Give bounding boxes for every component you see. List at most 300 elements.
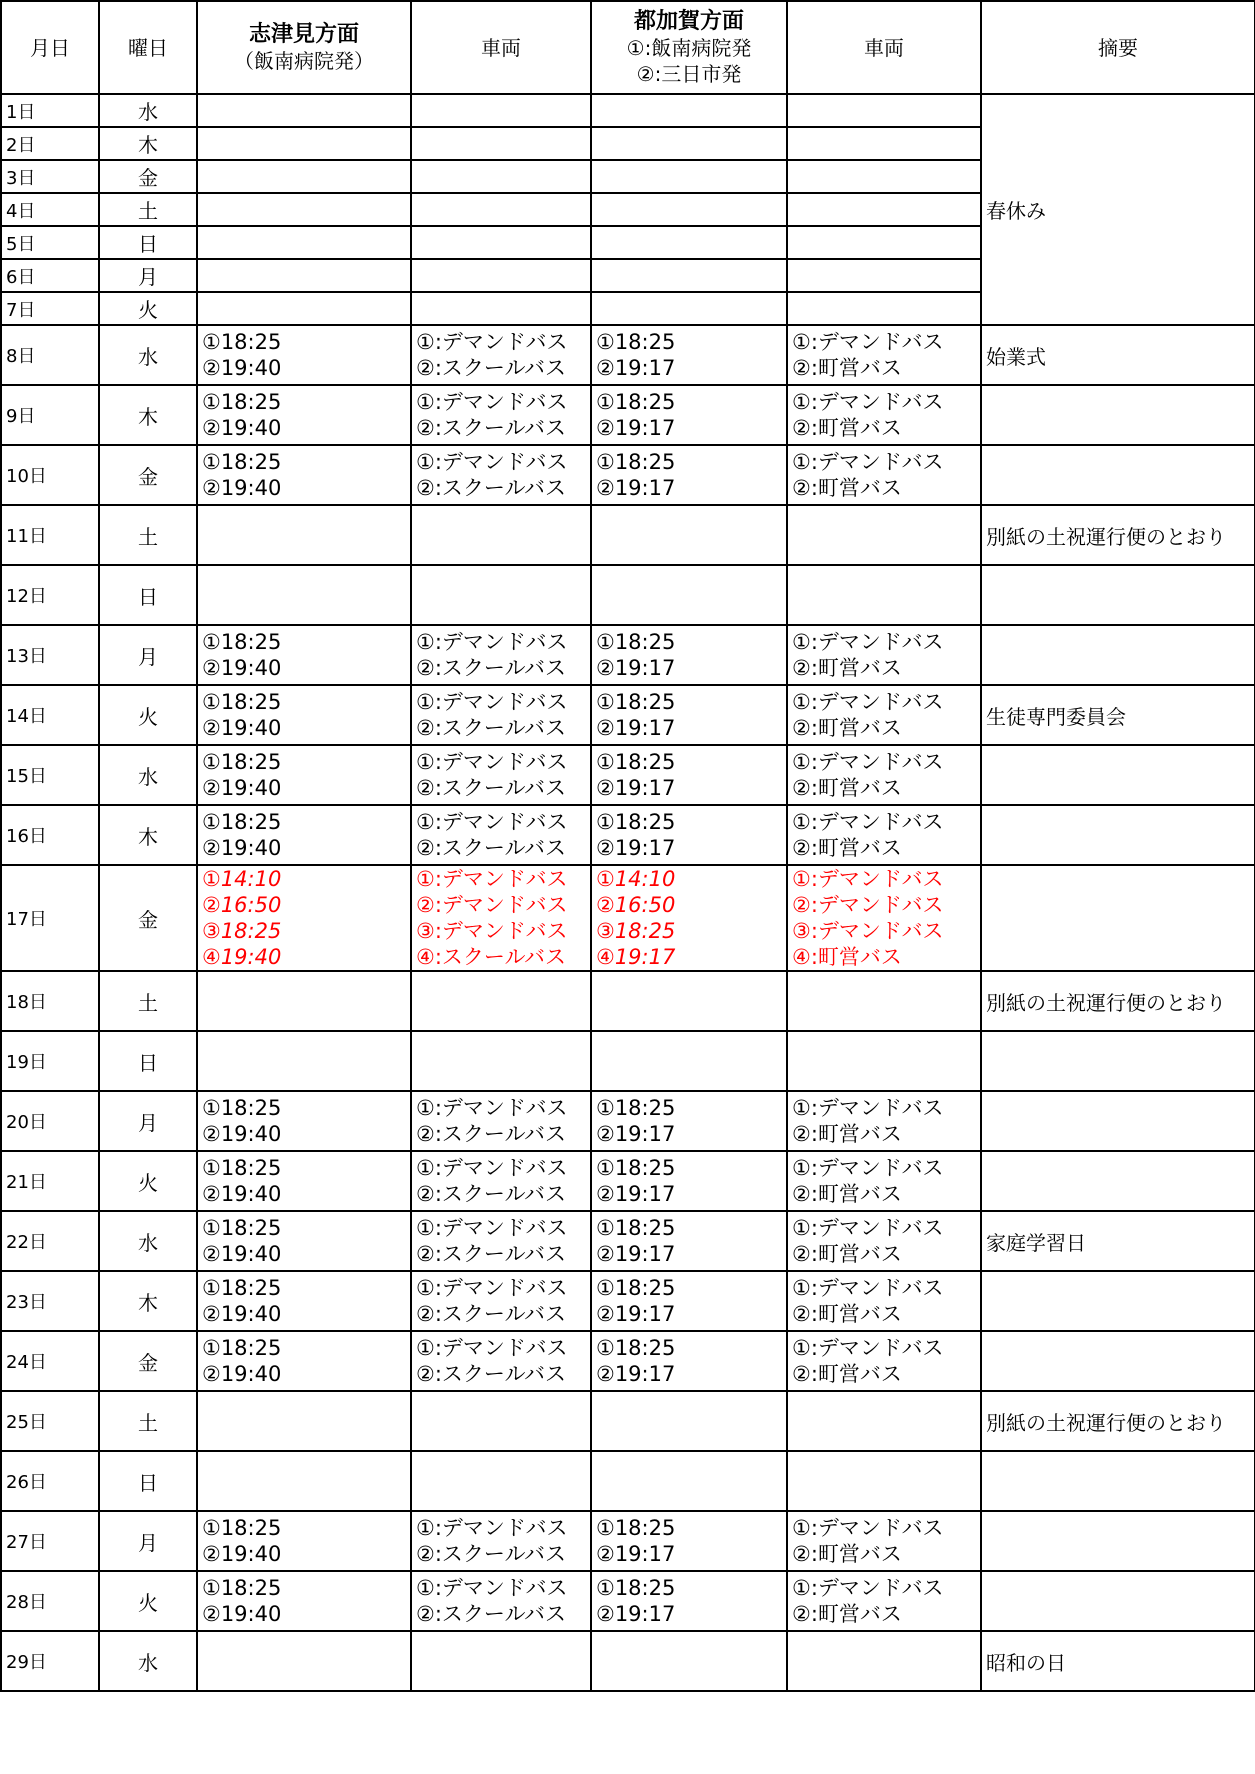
date-cell: 6日	[1, 259, 99, 292]
shizumi-vehicle-cell	[411, 1451, 591, 1511]
note-cell: 昭和の日	[981, 1631, 1255, 1691]
note-cell: 家庭学習日	[981, 1211, 1255, 1271]
cell-line: ②19:40	[202, 656, 282, 680]
cell-line: ②19:40	[202, 1302, 282, 1326]
shizumi-vehicle-cell	[411, 625, 591, 685]
tsukaga-vehicle-cell	[787, 445, 981, 505]
note-cell	[981, 385, 1255, 445]
weekday-cell: 木	[99, 385, 197, 445]
cell-line: ①:デマンドバス	[792, 630, 944, 654]
tsukaga-vehicle-cell	[787, 1211, 981, 1271]
cell-line: ①18:25	[202, 1216, 282, 1240]
weekday-cell: 日	[99, 565, 197, 625]
tsukaga-time-cell	[591, 685, 787, 745]
tsukaga-time-cell	[591, 1511, 787, 1571]
cell-line: ②:スクールバス	[416, 1542, 567, 1566]
weekday-cell: 水	[99, 1631, 197, 1691]
weekday-cell: 日	[99, 1031, 197, 1091]
cell-line: ①18:25	[596, 1576, 676, 1600]
date-cell: 10日	[1, 445, 99, 505]
note-cell	[981, 1091, 1255, 1151]
cell-line: ③:デマンドバス	[792, 919, 944, 943]
cell-line: ①:デマンドバス	[792, 690, 944, 714]
header-tsukaga-title: 都加賀方面	[633, 8, 744, 34]
tsukaga-vehicle-cell	[787, 1631, 981, 1691]
cell-line: ②19:40	[202, 776, 282, 800]
shizumi-vehicle-cell	[411, 685, 591, 745]
weekday-cell: 火	[99, 1151, 197, 1211]
cell-line: ②19:40	[202, 1242, 282, 1266]
cell-line: ②:町営バス	[792, 836, 902, 860]
cell-line: ②:デマンドバス	[416, 893, 568, 917]
shizumi-time-cell	[197, 745, 411, 805]
shizumi-vehicle-cell	[411, 127, 591, 160]
cell-line: ①18:25	[596, 1276, 676, 1300]
cell-line: ①:デマンドバス	[792, 1096, 944, 1120]
header-tsukaga	[591, 1, 787, 94]
cell-line: ①:デマンドバス	[792, 1576, 944, 1600]
cell-line: ②19:17	[596, 1542, 676, 1566]
shizumi-time-cell	[197, 1391, 411, 1451]
cell-line: ①:デマンドバス	[416, 810, 568, 834]
cell-line: ①:デマンドバス	[792, 450, 944, 474]
shizumi-time-cell	[197, 160, 411, 193]
tsukaga-vehicle-cell	[787, 1031, 981, 1091]
weekday-cell: 金	[99, 1331, 197, 1391]
shizumi-time-cell	[197, 385, 411, 445]
tsukaga-time-cell	[591, 193, 787, 226]
shizumi-time-cell	[197, 625, 411, 685]
shizumi-vehicle-cell	[411, 1391, 591, 1451]
cell-line: ①:デマンドバス	[792, 1336, 944, 1360]
tsukaga-vehicle-cell	[787, 971, 981, 1031]
cell-line: ①:デマンドバス	[416, 1516, 568, 1540]
note-cell	[981, 745, 1255, 805]
shizumi-time-cell	[197, 1271, 411, 1331]
tsukaga-time-cell	[591, 226, 787, 259]
shizumi-time-cell	[197, 226, 411, 259]
header-shizumi	[197, 1, 411, 94]
cell-line: ①18:25	[202, 630, 282, 654]
cell-line: ③18:25	[596, 919, 676, 943]
cell-line: ②:町営バス	[792, 1602, 902, 1626]
note-cell: 春休み	[981, 94, 1255, 325]
table-row	[1, 685, 1255, 745]
table-row	[1, 1211, 1255, 1271]
note-cell	[981, 1571, 1255, 1631]
date-cell: 4日	[1, 193, 99, 226]
table-row	[1, 1451, 1255, 1511]
weekday-cell: 土	[99, 193, 197, 226]
date-cell: 3日	[1, 160, 99, 193]
tsukaga-time-cell	[591, 385, 787, 445]
date-cell: 24日	[1, 1331, 99, 1391]
cell-line: ②19:17	[596, 716, 676, 740]
tsukaga-time-cell	[591, 1331, 787, 1391]
tsukaga-vehicle-cell	[787, 565, 981, 625]
tsukaga-time-cell	[591, 1211, 787, 1271]
cell-line: ①18:25	[596, 330, 676, 354]
tsukaga-time-cell	[591, 625, 787, 685]
shizumi-vehicle-cell	[411, 1091, 591, 1151]
cell-line: ①18:25	[596, 1156, 676, 1180]
cell-line: ①:デマンドバス	[792, 1276, 944, 1300]
shizumi-time-cell	[197, 1451, 411, 1511]
note-cell	[981, 1271, 1255, 1331]
cell-line: ②19:17	[596, 1122, 676, 1146]
cell-line: ①:デマンドバス	[792, 390, 944, 414]
cell-line: ④:町営バス	[792, 945, 902, 969]
header-row	[1, 1, 1255, 94]
note-cell	[981, 565, 1255, 625]
table-row	[1, 805, 1255, 865]
shizumi-time-cell	[197, 193, 411, 226]
cell-line: ①14:10	[596, 867, 676, 891]
cell-line: ①18:25	[202, 1516, 282, 1540]
table-row	[1, 1631, 1255, 1691]
cell-line: ②:スクールバス	[416, 656, 567, 680]
cell-line: ②:スクールバス	[416, 416, 567, 440]
cell-line: ②:スクールバス	[416, 1602, 567, 1626]
note-cell	[981, 1031, 1255, 1091]
date-cell: 19日	[1, 1031, 99, 1091]
cell-line: ②:町営バス	[792, 476, 902, 500]
weekday-cell: 土	[99, 1391, 197, 1451]
cell-line: ②:町営バス	[792, 356, 902, 380]
cell-line: ①18:25	[596, 450, 676, 474]
cell-line: ②19:17	[596, 476, 676, 500]
table-row	[1, 1091, 1255, 1151]
tsukaga-time-cell	[591, 127, 787, 160]
cell-line: ②19:40	[202, 356, 282, 380]
note-cell	[981, 1331, 1255, 1391]
weekday-cell: 水	[99, 94, 197, 127]
tsukaga-vehicle-cell	[787, 1331, 981, 1391]
cell-line: ③18:25	[202, 919, 282, 943]
cell-line: ①18:25	[202, 390, 282, 414]
header-shizumi-title: 志津見方面	[248, 22, 359, 47]
tsukaga-time-cell	[591, 971, 787, 1031]
header-tsukaga-line1: ①:飯南病院発	[626, 35, 752, 60]
cell-line: ①18:25	[202, 810, 282, 834]
table-row	[1, 445, 1255, 505]
weekday-cell: 木	[99, 127, 197, 160]
cell-line: ①14:10	[202, 867, 282, 891]
weekday-cell: 火	[99, 685, 197, 745]
cell-line: ①18:25	[596, 810, 676, 834]
cell-line: ①18:25	[202, 690, 282, 714]
tsukaga-vehicle-cell	[787, 625, 981, 685]
weekday-cell: 日	[99, 226, 197, 259]
shizumi-time-cell	[197, 292, 411, 325]
cell-line: ②19:17	[596, 356, 676, 380]
shizumi-vehicle-cell	[411, 94, 591, 127]
date-cell: 23日	[1, 1271, 99, 1331]
table-row	[1, 745, 1255, 805]
weekday-cell: 月	[99, 1091, 197, 1151]
note-cell: 別紙の土祝運行便のとおり	[981, 1391, 1255, 1451]
cell-line: ②19:40	[202, 1602, 282, 1626]
cell-line: ②:町営バス	[792, 1542, 902, 1566]
tsukaga-time-cell	[591, 1271, 787, 1331]
tsukaga-time-cell	[591, 259, 787, 292]
cell-line: ②:スクールバス	[416, 1182, 567, 1206]
note-cell: 生徒専門委員会	[981, 685, 1255, 745]
shizumi-vehicle-cell	[411, 505, 591, 565]
note-cell	[981, 445, 1255, 505]
table-row	[1, 94, 1255, 127]
cell-line: ②16:50	[596, 893, 676, 917]
table-row	[1, 325, 1255, 385]
cell-line: ②19:40	[202, 1182, 282, 1206]
cell-line: ②19:17	[596, 656, 676, 680]
table-row	[1, 971, 1255, 1031]
shizumi-vehicle-cell	[411, 325, 591, 385]
tsukaga-vehicle-cell	[787, 127, 981, 160]
cell-line: ②:町営バス	[792, 416, 902, 440]
cell-line: ②19:40	[202, 836, 282, 860]
cell-line: ②:スクールバス	[416, 836, 567, 860]
cell-line: ①18:25	[202, 1576, 282, 1600]
shizumi-vehicle-cell	[411, 1151, 591, 1211]
weekday-cell: 土	[99, 505, 197, 565]
shizumi-time-cell	[197, 685, 411, 745]
tsukaga-time-cell	[591, 1031, 787, 1091]
note-cell: 別紙の土祝運行便のとおり	[981, 971, 1255, 1031]
table-row	[1, 1151, 1255, 1211]
cell-line: ①18:25	[596, 390, 676, 414]
note-cell	[981, 1151, 1255, 1211]
tsukaga-vehicle-cell	[787, 745, 981, 805]
cell-line: ①:デマンドバス	[416, 1276, 568, 1300]
cell-line: ①18:25	[202, 1096, 282, 1120]
weekday-cell: 金	[99, 445, 197, 505]
cell-line: ②:スクールバス	[416, 716, 567, 740]
table-row	[1, 625, 1255, 685]
table-row	[1, 1271, 1255, 1331]
cell-line: ②:町営バス	[792, 1362, 902, 1386]
tsukaga-time-cell	[591, 94, 787, 127]
cell-line: ①18:25	[596, 750, 676, 774]
tsukaga-vehicle-cell	[787, 94, 981, 127]
cell-line: ②:スクールバス	[416, 1122, 567, 1146]
cell-line: ②19:17	[596, 416, 676, 440]
date-cell: 22日	[1, 1211, 99, 1271]
cell-line: ②16:50	[202, 893, 282, 917]
cell-line: ②:町営バス	[792, 776, 902, 800]
shizumi-time-cell	[197, 1211, 411, 1271]
shizumi-vehicle-cell	[411, 971, 591, 1031]
shizumi-vehicle-cell	[411, 1211, 591, 1271]
tsukaga-vehicle-cell	[787, 193, 981, 226]
tsukaga-vehicle-cell	[787, 1151, 981, 1211]
header-dow: 曜日	[99, 1, 197, 94]
cell-line: ①:デマンドバス	[416, 867, 568, 891]
tsukaga-vehicle-cell	[787, 1451, 981, 1511]
cell-line: ②19:17	[596, 1362, 676, 1386]
shizumi-vehicle-cell	[411, 385, 591, 445]
cell-line: ②:デマンドバス	[792, 893, 944, 917]
cell-line: ④:スクールバス	[416, 945, 567, 969]
note-cell: 始業式	[981, 325, 1255, 385]
schedule-body	[1, 94, 1255, 1691]
tsukaga-vehicle-cell	[787, 259, 981, 292]
cell-line: ②:スクールバス	[416, 1362, 567, 1386]
shizumi-vehicle-cell	[411, 1271, 591, 1331]
cell-line: ②19:40	[202, 1542, 282, 1566]
cell-line: ①18:25	[596, 1516, 676, 1540]
cell-line: ①:デマンドバス	[792, 867, 944, 891]
cell-line: ①18:25	[202, 1276, 282, 1300]
weekday-cell: 金	[99, 865, 197, 971]
shizumi-time-cell	[197, 865, 411, 971]
table-row	[1, 1391, 1255, 1451]
tsukaga-vehicle-cell	[787, 865, 981, 971]
cell-line: ①18:25	[596, 690, 676, 714]
table-row	[1, 1511, 1255, 1571]
date-cell: 17日	[1, 865, 99, 971]
date-cell: 18日	[1, 971, 99, 1031]
shizumi-vehicle-cell	[411, 1511, 591, 1571]
date-cell: 28日	[1, 1571, 99, 1631]
tsukaga-vehicle-cell	[787, 1271, 981, 1331]
cell-line: ①:デマンドバス	[416, 1576, 568, 1600]
cell-line: ①:デマンドバス	[792, 1516, 944, 1540]
cell-line: ②19:40	[202, 716, 282, 740]
shizumi-vehicle-cell	[411, 745, 591, 805]
header-tsukaga-line2: ②:三日市発	[636, 61, 742, 86]
weekday-cell: 水	[99, 1211, 197, 1271]
shizumi-vehicle-cell	[411, 1571, 591, 1631]
shizumi-time-cell	[197, 805, 411, 865]
date-cell: 12日	[1, 565, 99, 625]
date-cell: 5日	[1, 226, 99, 259]
note-cell	[981, 1451, 1255, 1511]
cell-line: ②19:40	[202, 1122, 282, 1146]
tsukaga-time-cell	[591, 1391, 787, 1451]
date-cell: 9日	[1, 385, 99, 445]
shizumi-vehicle-cell	[411, 292, 591, 325]
table-row	[1, 865, 1255, 971]
weekday-cell: 火	[99, 1571, 197, 1631]
note-cell	[981, 1511, 1255, 1571]
tsukaga-time-cell	[591, 805, 787, 865]
shizumi-time-cell	[197, 1511, 411, 1571]
shizumi-time-cell	[197, 1571, 411, 1631]
cell-line: ②19:40	[202, 1362, 282, 1386]
tsukaga-time-cell	[591, 445, 787, 505]
tsukaga-time-cell	[591, 1631, 787, 1691]
shizumi-time-cell	[197, 1091, 411, 1151]
shizumi-vehicle-cell	[411, 1031, 591, 1091]
tsukaga-vehicle-cell	[787, 1511, 981, 1571]
tsukaga-vehicle-cell	[787, 1391, 981, 1451]
cell-line: ①:デマンドバス	[416, 330, 568, 354]
cell-line: ②:町営バス	[792, 1242, 902, 1266]
shizumi-vehicle-cell	[411, 445, 591, 505]
date-cell: 13日	[1, 625, 99, 685]
tsukaga-vehicle-cell	[787, 505, 981, 565]
shizumi-time-cell	[197, 445, 411, 505]
date-cell: 16日	[1, 805, 99, 865]
cell-line: ②19:40	[202, 416, 282, 440]
cell-line: ②:スクールバス	[416, 476, 567, 500]
cell-line: ①18:25	[202, 1156, 282, 1180]
shizumi-time-cell	[197, 1031, 411, 1091]
cell-line: ②19:17	[596, 1302, 676, 1326]
cell-line: ①:デマンドバス	[416, 1216, 568, 1240]
weekday-cell: 土	[99, 971, 197, 1031]
tsukaga-vehicle-cell	[787, 1091, 981, 1151]
shizumi-time-cell	[197, 565, 411, 625]
date-cell: 8日	[1, 325, 99, 385]
weekday-cell: 水	[99, 325, 197, 385]
shizumi-time-cell	[197, 94, 411, 127]
shizumi-vehicle-cell	[411, 1331, 591, 1391]
weekday-cell: 月	[99, 1511, 197, 1571]
cell-line: ②:スクールバス	[416, 1302, 567, 1326]
tsukaga-vehicle-cell	[787, 292, 981, 325]
cell-line: ①18:25	[596, 630, 676, 654]
table-row	[1, 1331, 1255, 1391]
weekday-cell: 日	[99, 1451, 197, 1511]
tsukaga-time-cell	[591, 1451, 787, 1511]
cell-line: ②19:17	[596, 1602, 676, 1626]
tsukaga-time-cell	[591, 160, 787, 193]
shizumi-time-cell	[197, 971, 411, 1031]
table-row	[1, 565, 1255, 625]
cell-line: ②19:17	[596, 1182, 676, 1206]
weekday-cell: 火	[99, 292, 197, 325]
cell-line: ②19:17	[596, 836, 676, 860]
tsukaga-time-cell	[591, 565, 787, 625]
cell-line: ①18:25	[596, 1096, 676, 1120]
weekday-cell: 月	[99, 625, 197, 685]
shizumi-time-cell	[197, 1631, 411, 1691]
tsukaga-vehicle-cell	[787, 805, 981, 865]
cell-line: ①:デマンドバス	[416, 1096, 568, 1120]
cell-line: ②19:40	[202, 476, 282, 500]
table-row	[1, 1031, 1255, 1091]
tsukaga-time-cell	[591, 1571, 787, 1631]
tsukaga-vehicle-cell	[787, 1571, 981, 1631]
weekday-cell: 水	[99, 745, 197, 805]
cell-line: ②19:17	[596, 776, 676, 800]
cell-line: ①:デマンドバス	[792, 1216, 944, 1240]
cell-line: ①:デマンドバス	[416, 1336, 568, 1360]
date-cell: 26日	[1, 1451, 99, 1511]
header-note: 摘要	[981, 1, 1255, 94]
cell-line: ①18:25	[596, 1216, 676, 1240]
tsukaga-time-cell	[591, 325, 787, 385]
header-date: 月日	[1, 1, 99, 94]
cell-line: ②:町営バス	[792, 656, 902, 680]
date-cell: 1日	[1, 94, 99, 127]
date-cell: 25日	[1, 1391, 99, 1451]
date-cell: 2日	[1, 127, 99, 160]
tsukaga-time-cell	[591, 745, 787, 805]
cell-line: ②:町営バス	[792, 716, 902, 740]
cell-line: ①:デマンドバス	[792, 810, 944, 834]
tsukaga-vehicle-cell	[787, 385, 981, 445]
cell-line: ①18:25	[202, 750, 282, 774]
shizumi-vehicle-cell	[411, 193, 591, 226]
cell-line: ①18:25	[202, 1336, 282, 1360]
cell-line: ①18:25	[202, 450, 282, 474]
shizumi-time-cell	[197, 325, 411, 385]
cell-line: ①:デマンドバス	[416, 690, 568, 714]
cell-line: ②:スクールバス	[416, 776, 567, 800]
